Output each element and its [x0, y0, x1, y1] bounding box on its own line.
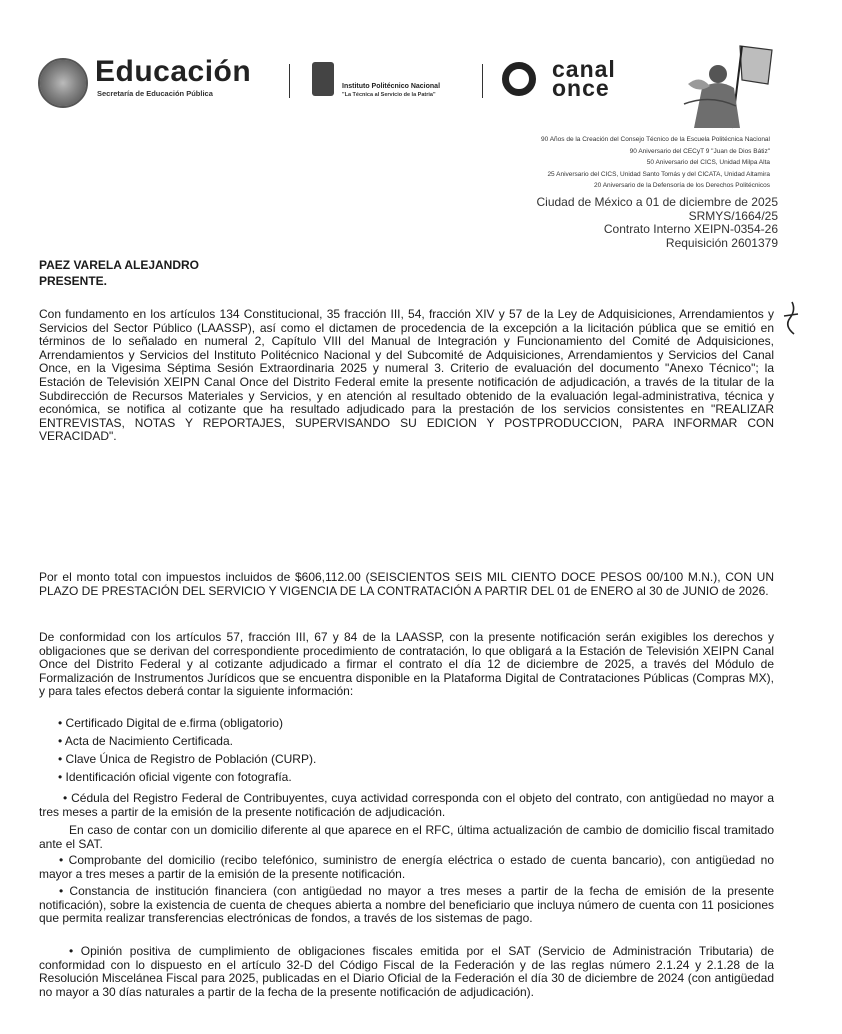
requirement-item-bank: • Constancia de institución financiera (con antigüedad no mayor a tres meses a partir de la fecha de emisión de la presente notificación), sobre la existencia de cuenta de cheques abierta a nombre del beneficiario que incluya número de cuenta con 11 posiciones que permita realizar transferencias electrónicas de fondos, a través de los sistemas de pago. [39, 884, 774, 926]
commemoration-line: 90 Años de la Creación del Consejo Técnico de la Escuela Politécnica Nacional [541, 136, 770, 143]
mexico-seal-logo [38, 58, 88, 108]
body-paragraph-legal-basis: Con fundamento en los artículos 134 Constitucional, 35 fracción III, 54, fracción XIV y 57 de la Ley de Adquisiciones, Arrendamientos y Servicios del Sector Público (LAASSP), así como el dictamen de procedencia de la excepción a la licitación pública que se emitió en términos de lo señalado en numeral 2, Capítulo VIII del Manual de Integración y Funcionamiento del Comité de Adquisiciones, Arrendamientos y Servicios del Instituto Politécnico Nacional y del Subcomité de Adquisiciones, Arrendamientos y Servicios del Canal Once, en la Vigesima Séptima Sesión Extraordinaria 2025 y numeral 3. Criterio de evaluación del documento "Anexo Técnico"; la Estación de Televisión XEIPN Canal Once del Distrito Federal emite la presente notificación de adjudicación, a través de la titular de la Subdirección de Recursos Materiales y Servicios, y en atención al resultado obtenido de la evaluación legal-administrativa, técnica y económica, se notifica al cotizante que ha resultado adjudicado para la prestación de los servicios consistentes en "REALIZAR ENTREVISTAS, NOTAS Y REPORTAJES, SUPERVISANDO SU EDICION Y POSTPRODUCCION, PARA INFORMAR CON VERACIDAD". [39, 307, 774, 444]
commemoration-line: 90 Aniversario del CECyT 9 "Juan de Dios Bátiz" [629, 147, 770, 155]
addressee-name: PAEZ VARELA ALEJANDRO [39, 258, 200, 272]
educacion-logo-subtitle: Secretaría de Educación Pública [97, 89, 213, 98]
ipn-name: Instituto Politécnico Nacional [342, 83, 441, 90]
reference-number: SRMYS/1664/25 [688, 208, 778, 223]
commemoration-line: 20 Aniversario de la Defensoría de los Derechos Politécnicos [594, 182, 770, 190]
body-paragraph-obligations: De conformidad con los artículos 57, fracción III, 67 y 84 de la LAASSP, con la presente notificación serán exigibles los derechos y obligaciones que se derivan del correspondiente procedimiento de contratación, lo que obligará a la Estación de Televisión XEIPN Canal Once del Distrito Federal y al cotizante adjudicado a firmar el contrato el día 12 de diciembre de 2025, a través del Módulo de Formalización de Instrumentos Jurídicos que se encuentra disponible en la Plataforma Digital de Contrataciones Públicas (Compras MX), y para tales efectos deberá contar la siguiente información: [39, 630, 774, 699]
body-paragraph-amount: Por el monto total con impuestos incluidos de $606,112.00 (SEISCIENTOS SEIS MIL CIENTO DOCE PESOS 00/100 M.N.), CON UN PLAZO DE PRESTACIÓN DEL SERVICIO Y VIGENCIA DE LA CONTRATACIÓN A PARTIR DEL 01 de ENERO al 30 de JUNIO de 2026. [39, 570, 774, 598]
requirement-item-domicile: • Comprobante del domicilio (recibo telefónico, suministro de energía eléctrica o estado de cuenta bancario), con antigüedad no mayor a tres meses a partir de la emisión de la presente notificación. [39, 853, 774, 881]
ipn-motto: "La Técnica al Servicio de la Patria" [342, 92, 436, 98]
document-metadata [537, 196, 779, 250]
ipn-shield-logo [312, 62, 334, 96]
requirement-item: • Acta de Nacimiento Certificada. [58, 734, 233, 748]
requirement-item: • Identificación oficial vigente con fotografía. [58, 770, 292, 784]
commemorative-flag-illustration [680, 44, 775, 130]
requirement-item-sat: • Opinión positiva de cumplimiento de obligaciones fiscales emitida por el SAT (Servicio de Administración Tributaria) de conformidad con lo dispuesto en el artículo 32-D del Código Fiscal de la Federación y de las reglas número 2.1.24 y 2.1.28 de la Resolución Miscelánea Fiscal para 2025, publicadas en el Diario Oficial de la Federación el día 30 de diciembre de 2024 (con antigüedad no mayor a 30 días naturales a partir de la fecha de la presente notificación de adjudicación). [39, 944, 774, 999]
requirement-note-rfc-domicile: En caso de contar con un domicilio diferente al que aparece en el RFC, última actualización de cambio de domicilio fiscal tramitado ante el SAT. [39, 823, 774, 851]
canal-once-logo-text-2: once [552, 75, 610, 101]
requirement-item: • Clave Única de Registro de Población (CURP). [58, 752, 317, 766]
commemoration-line: 50 Aniversario del CICS, Unidad Milpa Alta [646, 159, 770, 167]
header-separator [289, 64, 290, 98]
place-date: Ciudad de México a 01 de diciembre de 2025 [536, 195, 778, 209]
commemorations-list [541, 134, 770, 192]
canal-once-ring-logo [502, 62, 536, 96]
contract-number: Contrato Interno XEIPN-0354-26 [603, 222, 778, 236]
requisition-number: Requisición 2601379 [665, 235, 778, 250]
requirement-item-rfc: • Cédula del Registro Federal de Contribuyentes, cuya actividad corresponda con el objeto del contrato, con antigüedad no mayor a tres meses a partir de la emisión de la presente notificación de adjudicación. [39, 791, 774, 819]
educacion-logo-title: Educación [95, 55, 252, 88]
commemoration-line: 25 Aniversario del CICS, Unidad Santo Tomás y del CICATA, Unidad Altamira [547, 170, 770, 178]
canal-once-logo-text: canal [552, 56, 616, 82]
addressee-block [39, 257, 199, 289]
addressee-salutation: PRESENTE. [39, 274, 108, 288]
requirement-item: • Certificado Digital de e.firma (obligatorio) [58, 716, 283, 730]
handwritten-initial-mark [780, 300, 802, 336]
header-separator [482, 64, 483, 98]
